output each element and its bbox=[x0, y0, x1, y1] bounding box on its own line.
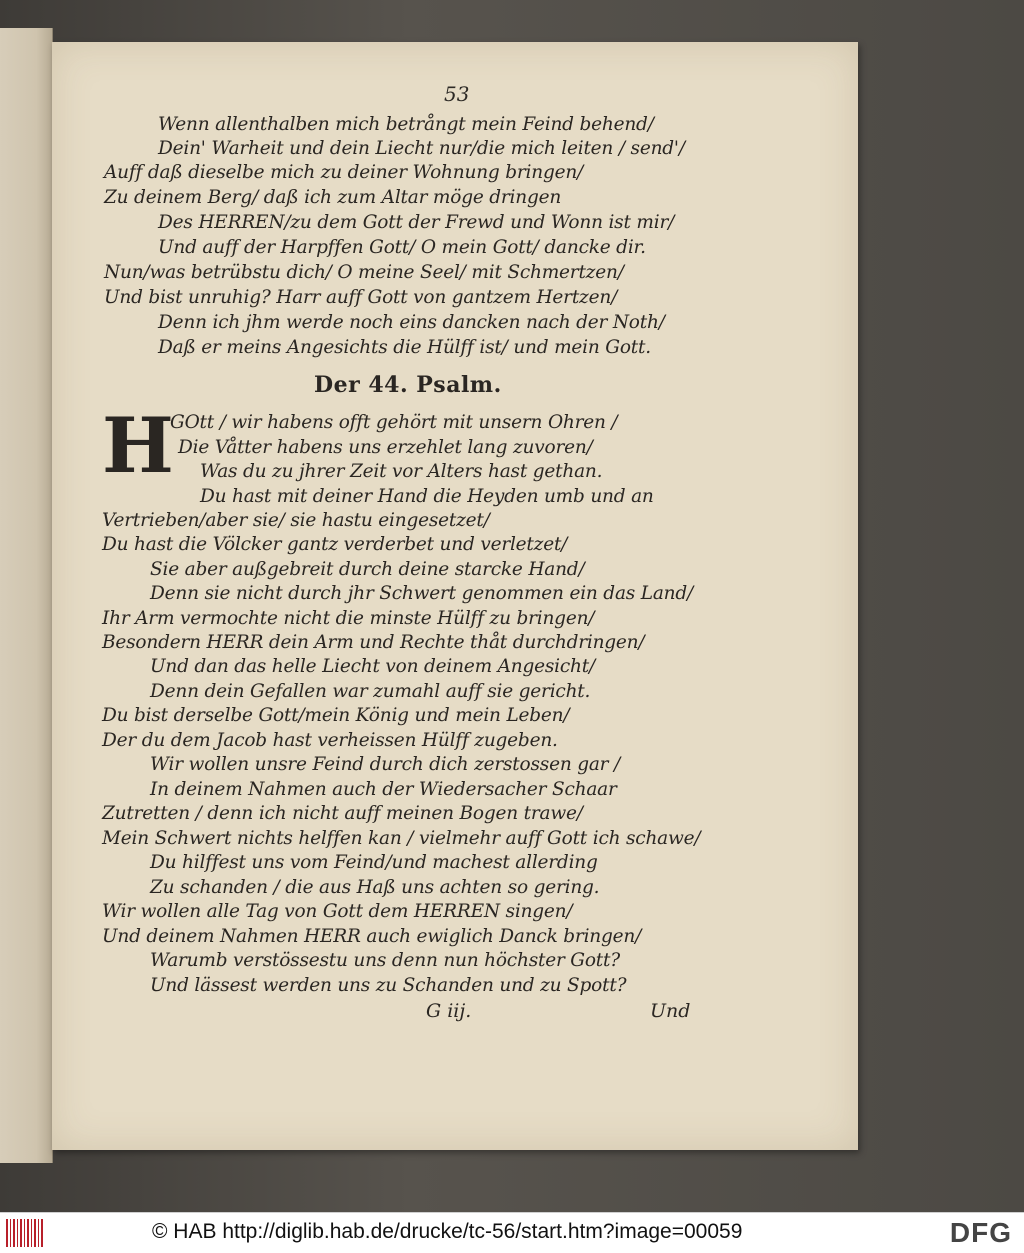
psalm-line: Du hilffest uns vom Feind/und machest allerding bbox=[150, 852, 598, 873]
psalm-line: Sie aber außgebreit durch deine starcke Hand/ bbox=[150, 559, 585, 580]
verse-line: Und auff der Harpffen Gott/ O mein Gott/ dancke dir. bbox=[158, 237, 646, 258]
previous-page-edge bbox=[0, 28, 53, 1163]
copyright-link[interactable]: © HAB http://diglib.hab.de/drucke/tc-56/start.htm?image=00059 bbox=[152, 1220, 743, 1243]
verse-line: Wenn allenthalben mich betrångt mein Feind behend/ bbox=[158, 114, 654, 135]
psalm-line: Und dan das helle Liecht von deinem Angesicht/ bbox=[150, 656, 596, 677]
barcode-logo-icon bbox=[6, 1219, 44, 1247]
psalm-line: Wir wollen alle Tag von Gott dem HERREN singen/ bbox=[102, 901, 573, 922]
dfg-logo: DFG bbox=[949, 1217, 1012, 1248]
psalm-line: Zutretten / denn ich nicht auff meinen Bogen trawe/ bbox=[102, 803, 583, 824]
psalm-heading: Der 44. Psalm. bbox=[314, 372, 502, 398]
psalm-line: Zu schanden / die aus Haß uns achten so gering. bbox=[150, 877, 600, 898]
psalm-line: Und deinem Nahmen HERR auch ewiglich Danck bringen/ bbox=[102, 926, 642, 947]
psalm-line: Wir wollen unsre Feind durch dich zerstossen gar / bbox=[150, 754, 621, 775]
psalm-line: Ihr Arm vermochte nicht die minste Hülff zu bringen/ bbox=[102, 608, 595, 629]
verse-line: Zu deinem Berg/ daß ich zum Altar möge dringen bbox=[104, 187, 562, 208]
signature-mark: G iij. bbox=[426, 1000, 472, 1022]
page-number: 53 bbox=[444, 82, 470, 106]
footer-bar bbox=[0, 1212, 1024, 1253]
psalm-line: GOtt / wir habens offt gehört mit unsern Ohren / bbox=[170, 412, 618, 433]
catchword: Und bbox=[650, 1000, 691, 1022]
verse-line: Und bist unruhig? Harr auff Gott von gantzem Hertzen/ bbox=[104, 287, 618, 308]
psalm-line: Vertrieben/aber sie/ sie hastu eingesetzet/ bbox=[102, 510, 490, 531]
psalm-line: Was du zu jhrer Zeit vor Alters hast gethan. bbox=[200, 461, 603, 482]
decorated-initial: H bbox=[102, 401, 174, 490]
verse-line: Dein' Warheit und dein Liecht nur/die mich leiten / send'/ bbox=[158, 138, 685, 159]
psalm-line: Der du dem Jacob hast verheissen Hülff zugeben. bbox=[102, 730, 558, 751]
psalm-line: Und lässest werden uns zu Schanden und zu Spott? bbox=[150, 975, 627, 996]
verse-line: Denn ich jhm werde noch eins dancken nach der Noth/ bbox=[158, 312, 665, 333]
psalm-line: Besondern HERR dein Arm und Rechte thåt durchdringen/ bbox=[102, 632, 645, 653]
psalm-line: Du bist derselbe Gott/mein König und mein Leben/ bbox=[102, 705, 570, 726]
verse-line: Des HERREN/zu dem Gott der Frewd und Wonn ist mir/ bbox=[158, 212, 675, 233]
verse-line: Daß er meins Angesichts die Hülff ist/ und mein Gott. bbox=[158, 337, 651, 358]
verse-line: Nun/was betrübstu dich/ O meine Seel/ mit Schmertzen/ bbox=[104, 262, 624, 283]
psalm-line: Denn dein Gefallen war zumahl auff sie gericht. bbox=[150, 681, 591, 702]
psalm-line: Du hast die Völcker gantz verderbet und verletzet/ bbox=[102, 534, 568, 555]
psalm-line: Warumb verstössestu uns denn nun höchster Gott? bbox=[150, 950, 620, 971]
verse-line: Auff daß dieselbe mich zu deiner Wohnung bringen/ bbox=[104, 162, 584, 183]
psalm-line: Die Våtter habens uns erzehlet lang zuvoren/ bbox=[178, 437, 593, 458]
psalm-line: In deinem Nahmen auch der Wiedersacher Schaar bbox=[150, 779, 617, 800]
psalm-line: Du hast mit deiner Hand die Heyden umb und an bbox=[200, 486, 654, 507]
book-page bbox=[52, 42, 858, 1150]
psalm-line: Mein Schwert nichts helffen kan / vielmehr auff Gott ich schawe/ bbox=[102, 828, 701, 849]
psalm-line: Denn sie nicht durch jhr Schwert genommen ein das Land/ bbox=[150, 583, 694, 604]
